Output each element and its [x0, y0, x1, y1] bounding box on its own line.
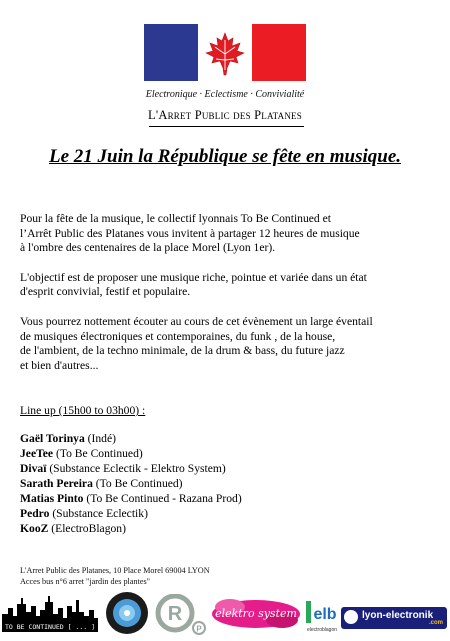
lyon-electronik-logo: [341, 607, 447, 629]
globe-icon: [344, 610, 358, 624]
elektro-text: elektro system: [215, 607, 297, 620]
artist-affiliation: (To Be Continued): [53, 447, 143, 460]
elektro-system-logo: [210, 596, 302, 630]
paragraph: [20, 271, 440, 300]
text-line: d'esprit convivial, festif et populaire.: [20, 285, 191, 299]
address-line: L'Arret Public des Platanes, 10 Place Morel 69004 LYON: [20, 566, 210, 575]
intro-text: [20, 212, 440, 388]
flag-red-band: [252, 24, 306, 81]
text-line: et bien d'autres...: [20, 358, 99, 372]
lyon-electronik-suffix: .com: [428, 620, 443, 626]
lineup-item: [20, 491, 242, 506]
artist-affiliation: (ElectroBlagon): [48, 522, 126, 535]
substance-badge-icon: [105, 591, 149, 635]
lineup-item: [20, 476, 242, 491]
divider: [149, 126, 304, 127]
lineup-title: Line up (15h00 to 03h00) :: [20, 404, 146, 417]
maple-leaf-icon: [202, 30, 248, 76]
lineup-item: [20, 446, 242, 461]
artist-affiliation: (Substance Eclectik): [49, 507, 148, 520]
artist-name: Sarath Pereira: [20, 477, 93, 490]
sponsor-logos: [0, 590, 450, 636]
paragraph: [20, 212, 440, 256]
text-line: de musiques électroniques et contemporaines, du funk , de la house,: [20, 329, 336, 343]
svg-text:P: P: [196, 624, 202, 634]
french-flag: [144, 24, 306, 81]
paragraph: [20, 315, 440, 373]
text-line: à l'ombre des centenaires de la place Morel (Lyon 1er).: [20, 241, 276, 255]
org-name: Arret Public des Platanes: [158, 108, 302, 122]
artist-name: Matias Pinto: [20, 492, 84, 505]
tagline: Electronique · Eclectisme · Convivialité: [145, 89, 305, 100]
venue-address: [20, 565, 210, 587]
lineup-item: [20, 521, 242, 536]
r-record-logo: [155, 594, 207, 636]
artist-affiliation: (Indé): [84, 432, 116, 445]
artist-name: KooZ: [20, 522, 49, 535]
text-line: Pour la fête de la musique, le collectif lyonnais To Be Continued et: [20, 212, 331, 225]
elb-badge-icon: [304, 595, 340, 633]
artist-name: Divaï: [20, 462, 47, 475]
headline: Le 21 Juin la République se fête en musique.: [48, 146, 402, 167]
artist-name: Gaël Torinya: [20, 432, 85, 445]
substance-eclectik-logo: [105, 591, 149, 635]
electroblagon-logo: [304, 595, 340, 633]
flag-blue-band: [144, 24, 198, 81]
to-be-continued-logo: [2, 592, 98, 634]
text-line: de l'ambient, de la techno minimale, de la drum & bass, du future jazz: [20, 344, 345, 358]
artist-affiliation: (To Be Continued - Razana Prod): [83, 492, 242, 505]
text-line: Vous pourrez nottement écouter au cours de cet évènement un large éventail: [20, 314, 373, 328]
artist-name: JeeTee: [20, 447, 54, 460]
r-letter-icon: [155, 594, 207, 636]
city-skyline-icon: [2, 592, 98, 624]
elektro-splash-icon: [210, 596, 302, 630]
lineup-item: [20, 506, 242, 521]
text-line: l’Arrêt Public des Platanes vous invitent à partager 12 heures de musique: [20, 226, 360, 240]
elb-caption: electroblagon: [306, 627, 338, 633]
elb-text: elb: [313, 606, 337, 623]
lineup-list: [20, 431, 242, 536]
lyon-electronik-text: lyon-electronik: [362, 610, 434, 621]
org-prefix: L': [148, 108, 159, 122]
lineup-item: [20, 461, 242, 476]
flag-white-band: [198, 24, 252, 81]
tbc-caption: TO BE CONTINUED [ ... ]: [2, 622, 98, 632]
organisation-name: [0, 108, 450, 123]
svg-text:R: R: [167, 603, 183, 625]
text-line: L'objectif est de proposer une musique riche, pointue et variée dans un état: [20, 270, 367, 284]
artist-affiliation: (To Be Continued): [92, 477, 183, 490]
artist-name: Pedro: [20, 507, 50, 520]
artist-affiliation: (Substance Eclectik - Elektro System): [46, 462, 226, 475]
bus-access-line: Acces bus n°6 arret "jardin des plantes": [20, 577, 151, 586]
lineup-item: [20, 431, 242, 446]
